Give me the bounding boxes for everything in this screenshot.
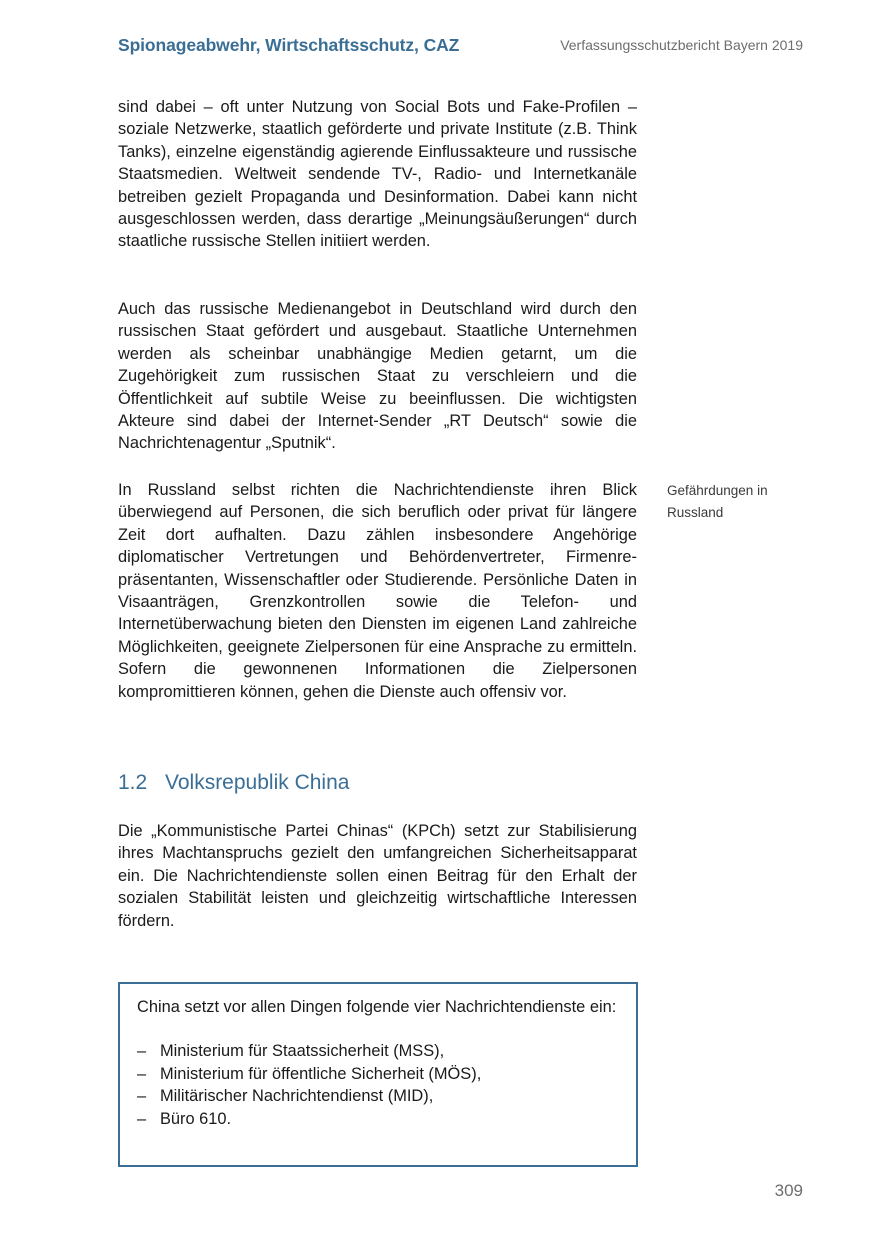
list-item — [137, 1085, 620, 1107]
running-header-section-title: Spionageabwehr, Wirtschaftsschutz, CAZ — [118, 35, 460, 55]
list-item-text: Ministerium für öffentliche Sicherheit (MÖS), — [160, 1064, 482, 1083]
list-item — [137, 1108, 620, 1130]
section-number: 1.2 — [118, 771, 148, 794]
dash-bullet: – — [137, 1109, 147, 1128]
section-title: Volksrepublik China — [165, 771, 350, 794]
services-list — [137, 1040, 620, 1130]
list-item — [137, 1040, 620, 1062]
body-paragraph: In Russland selbst richten die Nachrichtendienste ihren Blick überwiegend auf Personen, die sich beruflich oder privat für längere Zeit dort aufhalten. Dazu zählen insbesondere Angehörige diplomatischer Vertretungen und Behördenvertreter, Firmenrepräsentanten, Wissenschaftler oder Studierende. Persönliche Daten in Visaanträgen, Grenzkontrollen sowie die Telefon- und Internetüberwachung bieten den Diensten im eigenen Land zahlreiche Möglichkeiten, geeignete Zielpersonen für eine Ansprache zu ermitteln. Sofern die gewonnenen Informationen die Zielpersonen kompromittieren können, gehen die Dienste auch offensiv vor. — [118, 481, 637, 701]
dash-bullet: – — [137, 1042, 147, 1061]
info-box-intro: China setzt vor allen Dingen folgende vier Nachrichtendienste ein: — [137, 998, 617, 1016]
body-paragraph: Die „Kommunistische Partei Chinas“ (KPCh) setzt zur Stabilisierung ihres Machtanspruchs gezielt den umfangreichen Sicherheitsapparat ein. Die Nachrichtendienste sollen einen Beitrag für den Erhalt der sozialen Stabilität leisten und gleichzeitig wirtschaftliche Interessen fördern. — [118, 822, 637, 930]
body-paragraph: sind dabei – oft unter Nutzung von Social Bots und Fake-Profilen – soziale Netzwerke, staatlich geförderte und private Institute (z.B. Think Tanks), einzelne eigenständig agierende Einflussakteure und russische Staatsmedien. Weltweit sendende TV-, Radio- und Internetkanäle betreiben gezielt Propaganda und Desinformation. Dabei kann nicht ausgeschlossen werden, dass derartige „Meinungsäußerungen“ durch staatliche russische Stellen initiiert werden. — [118, 98, 637, 251]
body-paragraph: Auch das russische Medienangebot in Deutschland wird durch den russischen Staat gefördert und ausgebaut. Staatliche Unternehmen werden als scheinbar unabhängige Medien getarnt, um die Zugehörigkeit zum russischen Staat zu verschleiern und die Öffentlichkeit auf subtile Weise zu beeinflussen. Die wichtigsten Akteure sind dabei der Internet-Sender „RT Deutsch“ sowie die Nachrichtenagentur „Sputnik“. — [118, 300, 637, 453]
section-heading — [118, 771, 349, 795]
dash-bullet: – — [137, 1064, 147, 1083]
running-header-report-title: Verfassungsschutzbericht Bayern 2019 — [560, 37, 803, 53]
list-item-text: Ministerium für Staatssicherheit (MSS), — [160, 1042, 445, 1061]
info-box — [118, 982, 638, 1167]
margin-note: Gefährdungen in Russland — [667, 483, 768, 520]
list-item — [137, 1063, 620, 1085]
page-number: 309 — [774, 1181, 803, 1200]
dash-bullet: – — [137, 1087, 147, 1106]
list-item-text: Militärischer Nachrichtendienst (MID), — [160, 1087, 434, 1106]
list-item-text: Büro 610. — [160, 1109, 232, 1128]
